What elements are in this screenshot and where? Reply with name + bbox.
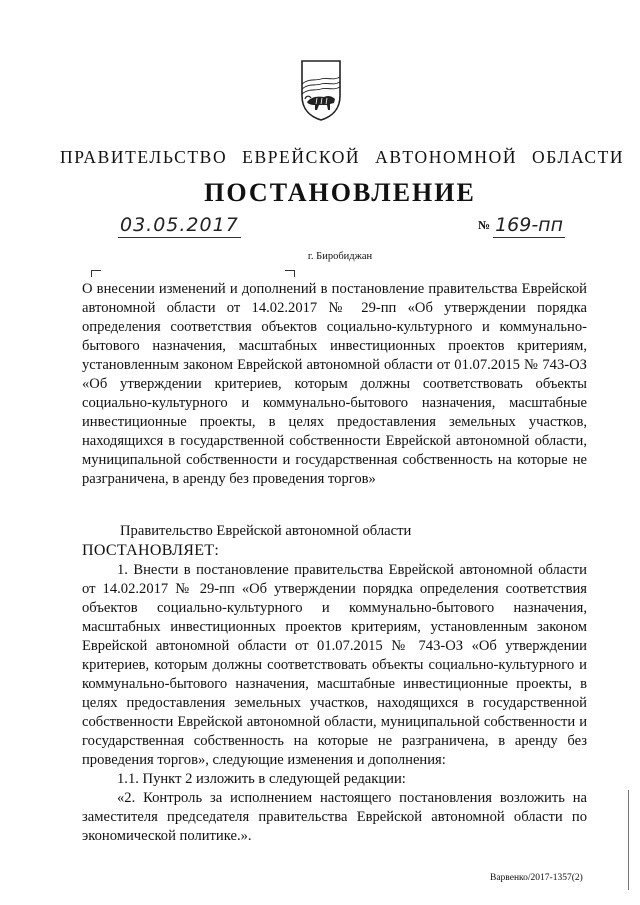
coat-of-arms-icon [299, 58, 343, 122]
document-date: 03.05.2017 [120, 214, 239, 236]
city: г. Биробиджан [307, 251, 373, 262]
paragraph: 1.1. Пункт 2 изложить в следующей редакции: [117, 771, 406, 787]
decree-word: ПОСТАНОВЛЯЕТ: [82, 542, 220, 559]
corner-mark-left [91, 270, 101, 277]
number-label: № [478, 218, 491, 232]
document-number [478, 214, 565, 236]
corner-mark-right [285, 270, 295, 277]
paragraph: 1. Внести в постановление правительства Еврейской автономной области от 14.02.2017 № 29-пп «Об утверждении порядка определения соответствия объектов социально-культурного и коммунально-бытового назначения, масштабных инвестиционных проектов критериям, установленным законом Еврейской автономной области от 01.07.2015 № 743-ОЗ «Об утверждении критериев, которым должны соответствовать объекты социально-культурного и коммунально-бытового назначения, масштабные инвестиционные проекты, в целях предоставления земельных участков, находящихся в государственной собственности Еврейской автономной области, муниципальной собственности и государственная собственность на которые не разграничена, в аренду без проведения торгов», следующие изменения и дополнения: [82, 562, 587, 768]
subject-text: О внесении изменений и дополнений в постановление правительства Еврейской автономной области от 14.02.2017 № 29-пп «Об утверждении порядка определения соответствия объектов социально-культурного и коммунально-бытового назначения, масштабных инвестиционных проектов критериям, установленным законом Еврейской автономной области от 01.07.2015 № 743-ОЗ «Об утверждении критериев, которым должны соответствовать объекты социально-культурного и коммунально-бытового назначения, масштабные инвестиционные проекты, в целях предоставления земельных участков, находящихся в государственной собственности Еврейской автономной области, муниципальной собственности и государственная собственность на которые не разграничена, в аренду без проведения торгов» [82, 281, 587, 487]
footer-code: Варвенко/2017-1357(2) [490, 873, 583, 883]
government-title: ПРАВИТЕЛЬСТВО ЕВРЕЙСКОЙ АВТОНОМНОЙ ОБЛАСТИ [60, 147, 625, 167]
paragraph: «2. Контроль за исполнением настоящего постановления возложить на заместителя председателя правительства Еврейской автономной области по экономической политике.». [82, 790, 587, 844]
authority-line: Правительство Еврейской автономной области [120, 523, 412, 539]
document-type-title: ПОСТАНОВЛЕНИЕ [204, 178, 476, 207]
scan-edge-line [628, 790, 629, 890]
document-subject [82, 280, 587, 489]
number-value: 169-пп [495, 214, 564, 236]
document-body [82, 522, 587, 846]
